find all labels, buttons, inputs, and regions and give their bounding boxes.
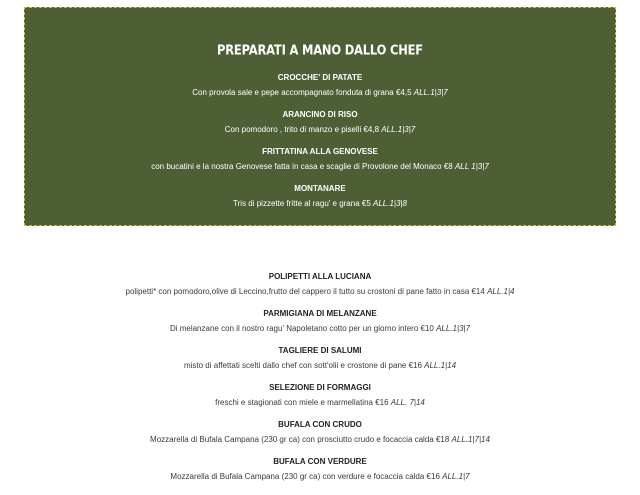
allergens-label: ALL.1|3|7 bbox=[436, 324, 471, 333]
menu-item-description: Mozzarella di Bufala Campana (230 gr ca) con verdure e focaccia calda €16 ALL.1|7 bbox=[170, 472, 470, 481]
menu-item-name: ARANCINO DI RISO bbox=[282, 110, 358, 119]
chef-section-title: PREPARATI A MANO DALLO CHEF bbox=[217, 41, 423, 59]
menu-item bbox=[0, 309, 640, 346]
menu-item-description: Con provola sale e pepe accompagnato fonduta di grana €4,5 ALL.1|3|7 bbox=[192, 88, 448, 97]
menu-item-name: PARMIGIANA DI MELANZANE bbox=[263, 309, 377, 318]
menu-item-name: BUFALA CON VERDURE bbox=[273, 457, 367, 466]
menu-item-name: CROCCHE' DI PATATE bbox=[277, 73, 363, 82]
menu-item bbox=[25, 184, 615, 210]
allergens-label: ALL 1|3|7 bbox=[454, 162, 489, 171]
menu-item-description: Mozzarella di Bufala Campana (230 gr ca) con prosciutto crudo e focaccia calda €18 ALL.1|7|14 bbox=[150, 435, 490, 444]
menu-item-name: SELEZIONE DI FORMAGGI bbox=[269, 383, 371, 392]
menu-item bbox=[0, 383, 640, 420]
allergens-label: ALL.1|3|7 bbox=[413, 88, 448, 97]
menu-item bbox=[0, 457, 640, 494]
menu-item-description: freschi e stagionati con miele e marmellatina €16 ALL. 7|14 bbox=[215, 398, 425, 407]
allergens-label: ALL. 7|14 bbox=[390, 398, 425, 407]
menu-item bbox=[0, 272, 640, 309]
menu-item-name: MONTANARE bbox=[294, 184, 346, 193]
menu-item bbox=[0, 346, 640, 383]
allergens-label: ALL.1|3|8 bbox=[373, 199, 407, 208]
allergens-label: ALL.1|14 bbox=[424, 361, 457, 370]
menu-item-description: Tris di pizzette fritte al ragu' e grana €5 ALL.1|3|8 bbox=[233, 199, 407, 208]
chef-specials-box bbox=[24, 7, 616, 226]
allergens-label: ALL.1|7|14 bbox=[451, 435, 490, 444]
menu-item-description: misto di affettati scelti dallo chef con sott'olii e crostone di pane €16 ALL.1|14 bbox=[183, 361, 457, 370]
menu-item-description: polipetti* con pomodoro,olive di Leccino,frutto del cappero il tutto su crostoni di pane fatto in casa €14 ALL.1|4 bbox=[125, 287, 515, 296]
menu-item bbox=[25, 73, 615, 99]
allergens-label: ALL.1|4 bbox=[487, 287, 515, 296]
allergens-label: ALL.1|7 bbox=[442, 472, 470, 481]
menu-item bbox=[0, 420, 640, 457]
menu-list bbox=[0, 272, 640, 494]
menu-item-description: con bucatini e la nostra Genovese fatta in casa e scaglie di Provolone del Monaco €8 ALL 1|3|7 bbox=[151, 162, 489, 171]
menu-item-name: POLIPETTI ALLA LUCIANA bbox=[268, 272, 372, 281]
allergens-label: ALL.1|3|7 bbox=[381, 125, 416, 134]
menu-item-description: Con pomodoro , trito di manzo e piselli €4,8 ALL.1|3|7 bbox=[224, 125, 416, 134]
menu-item bbox=[25, 147, 615, 173]
menu-item-name: BUFALA CON CRUDO bbox=[278, 420, 362, 429]
menu-item-description: Di melanzane con il nostro ragu' Napoletano cotto per un giorno intero €10 ALL.1|3|7 bbox=[169, 324, 471, 333]
menu-item-name: FRITTATINA ALLA GENOVESE bbox=[262, 147, 378, 156]
menu-item bbox=[25, 110, 615, 136]
menu-item-name: TAGLIERE DI SALUMI bbox=[278, 346, 362, 355]
